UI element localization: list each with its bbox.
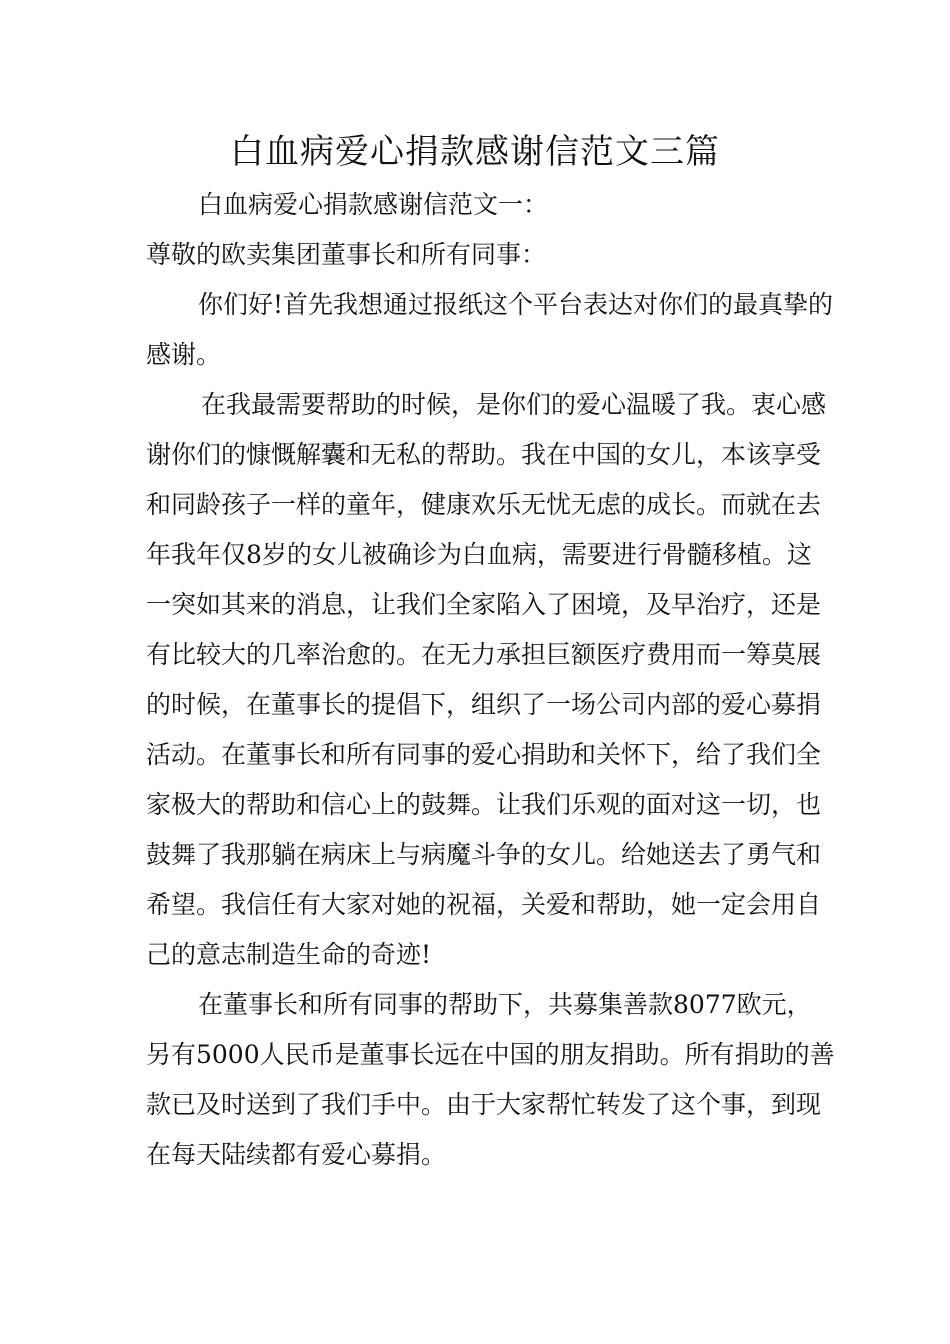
paragraph-3: 在董事长和所有同事的帮助下，共募集善款8077欧元，另有5000人民币是董事长远在中国的朋友捐助。所有捐助的善款已及时送到了我们手中。由于大家帮忙转发了这个事，到现在每天陆续都有爱心募捐。 — [146, 990, 835, 1169]
document-title: 白血病爱心捐款感谢信范文三篇 — [230, 132, 720, 172]
section-heading: 白血病爱心捐款感谢信范文一： — [198, 190, 549, 219]
salutation: 尊敬的欧卖集团董事长和所有同事： — [146, 240, 547, 269]
paragraph-1: 你们好!首先我想通过报纸这个平台表达对你们的最真挚的感谢。 — [146, 290, 834, 369]
document-body — [146, 180, 836, 1180]
paragraph-2: 在我最需要帮助的时候，是你们的爱心温暖了我。衷心感谢你们的慷慨解囊和无私的帮助。我在中国的女儿，本该享受和同龄孩子一样的童年，健康欢乐无忧无虑的成长。而就在去年我年仅8岁的女儿被确诊为白血病，需要进行骨髓移植。这一突如其来的消息，让我们全家陷入了困境，及早治疗，还是有比较大的几率治愈的。在无力承担巨额医疗费用而一筹莫展的时候，在董事长的提倡下，组织了一场公司内部的爱心募捐活动。在董事长和所有同事的爱心捐助和关怀下，给了我们全家极大的帮助和信心上的鼓舞。让我们乐观的面对这一切，也鼓舞了我那躺在病床上与病魔斗争的女儿。给她送去了勇气和希望。我信任有大家对她的祝福，关爱和帮助，她一定会用自己的意志制造生命的奇迹! — [146, 390, 827, 969]
